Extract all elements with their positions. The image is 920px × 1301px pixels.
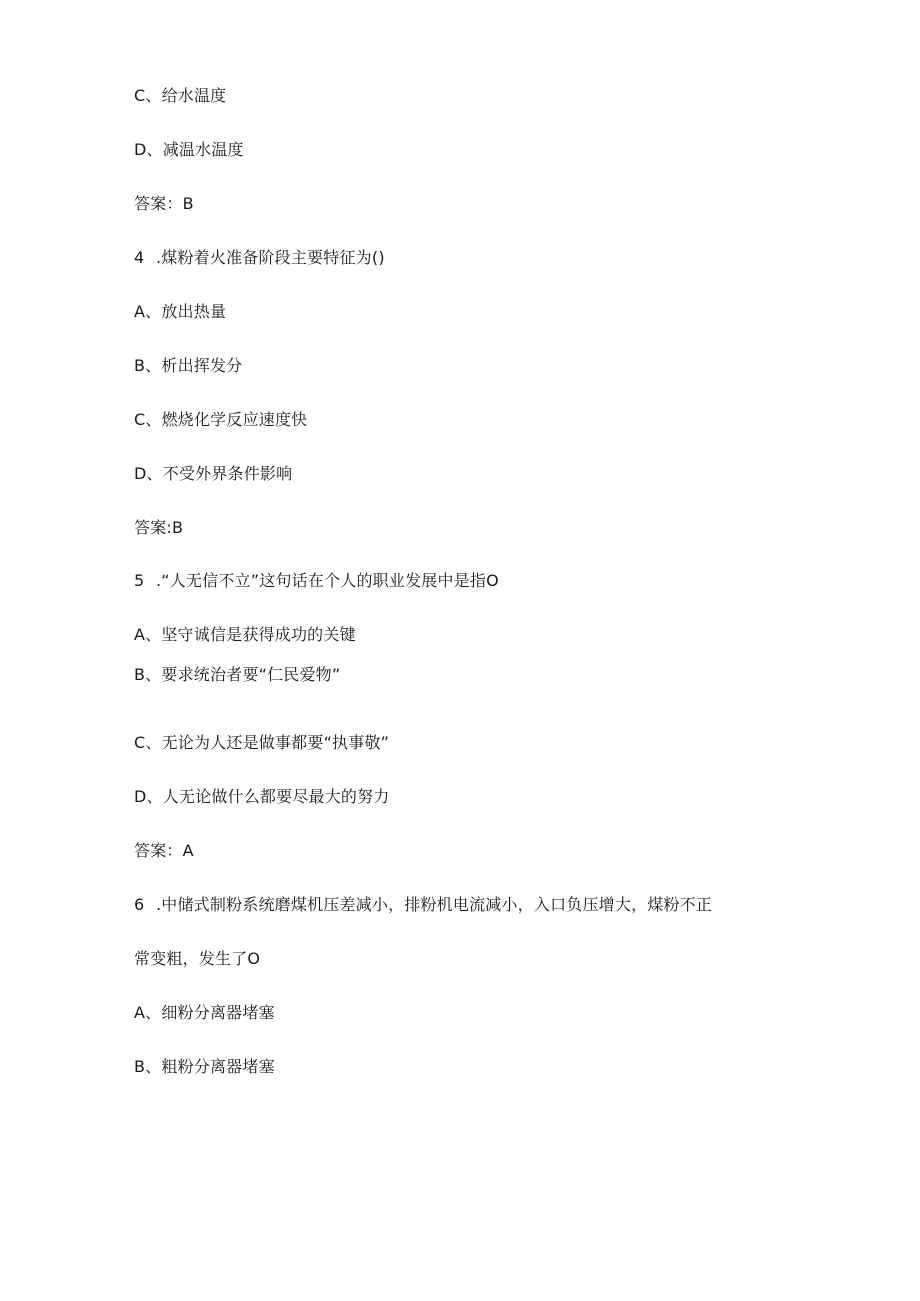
option-a: A、坚守诚信是获得成功的关键: [134, 625, 356, 644]
question-text: .煤粉着火准备阶段主要特征为(): [156, 248, 385, 267]
option-d: D、人无论做什么都要尽最大的努力: [134, 787, 390, 806]
question-6: [134, 895, 712, 915]
option-c: C、无论为人还是做事都要“执事敬”: [134, 733, 390, 752]
option-a: A、放出热量: [134, 302, 227, 321]
option-b: B、要求统治者要“仁民爱物”: [134, 665, 341, 684]
option-d: D、不受外界条件影响: [134, 464, 293, 483]
question-continuation: 常变粗，发生了O: [134, 949, 261, 968]
question-number: 5: [134, 571, 145, 590]
option-d: D、减温水温度: [134, 140, 244, 159]
answer: 答案：B: [134, 194, 194, 213]
question-text: .“人无信不立”这句话在个人的职业发展中是指O: [156, 571, 499, 590]
option-b: B、析出挥发分: [134, 356, 243, 375]
option-a: A、细粉分离器堵塞: [134, 1003, 275, 1022]
answer: 答案:B: [134, 518, 184, 537]
option-c: C、燃烧化学反应速度快: [134, 410, 308, 429]
option-b: B、粗粉分离器堵塞: [134, 1057, 275, 1076]
question-number: 4: [134, 248, 145, 267]
answer: 答案：A: [134, 841, 194, 860]
question-5: [134, 571, 499, 591]
question-number: 6: [134, 895, 145, 914]
question-4: [134, 248, 385, 268]
option-c: C、给水温度: [134, 86, 227, 105]
question-text: .中储式制粉系统磨煤机压差减小，排粉机电流减小，入口负压增大，煤粉不正: [156, 895, 713, 914]
